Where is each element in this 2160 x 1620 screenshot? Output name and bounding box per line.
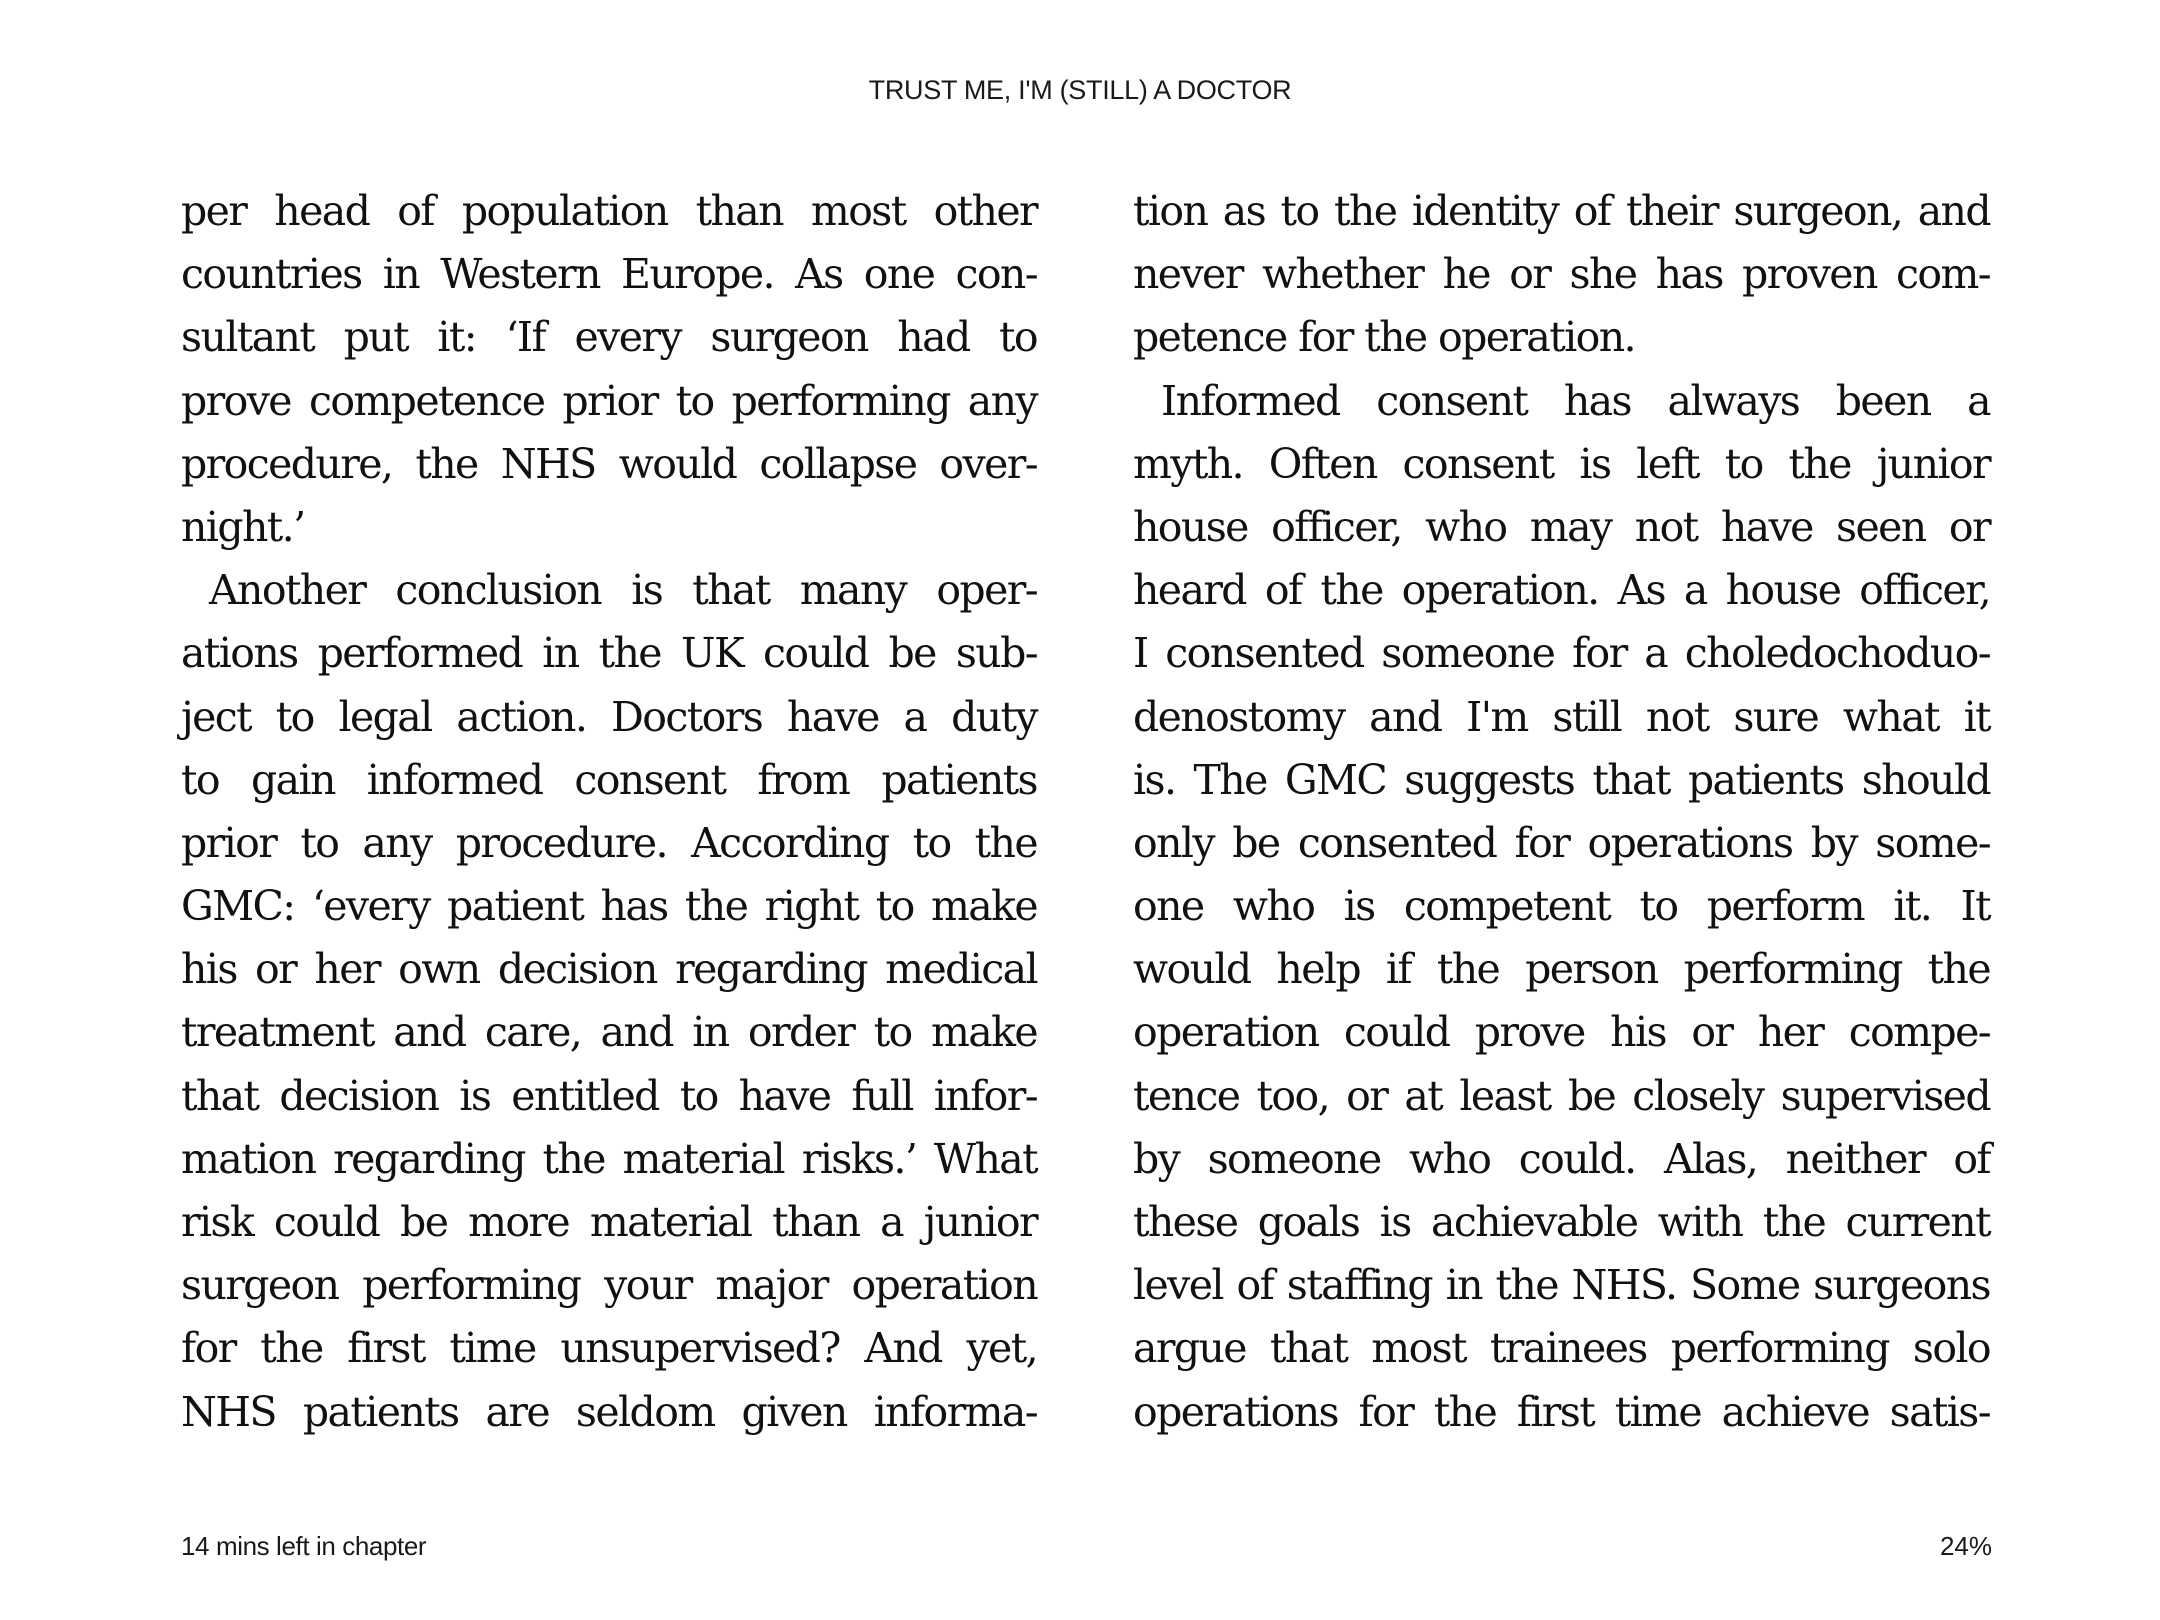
text-line: I consented someone for a choledochoduo- xyxy=(1133,629,1990,678)
text-line: prior to any procedure. According to the xyxy=(181,818,1037,867)
text-line: risk could be more material than a junior xyxy=(181,1198,1037,1246)
text-line: these goals is achievable with the current xyxy=(1133,1198,1990,1246)
text-line: per head of population than most other xyxy=(181,187,1037,235)
text-line: NHS patients are seldom given informa- xyxy=(181,1387,1037,1436)
text-line: one who is competent to perform it. It xyxy=(1133,882,1990,931)
text-line: argue that most trainees performing solo xyxy=(1133,1324,1990,1373)
text-line: sultant put it: ‘If every surgeon had to xyxy=(181,313,1037,362)
text-line: countries in Western Europe. As one con- xyxy=(181,250,1037,299)
text-line: treatment and care, and in order to make xyxy=(181,1008,1037,1057)
text-line: never whether he or she has proven com- xyxy=(1133,250,1990,299)
text-line-paragraph-start: Another conclusion is that many oper- xyxy=(209,566,1037,615)
text-line: his or her own decision regarding medical xyxy=(181,945,1037,994)
text-line: ject to legal action. Doctors have a duty xyxy=(181,692,1037,741)
chapter-time-remaining: 14 mins left in chapter xyxy=(181,1531,427,1561)
text-line: operation could prove his or her compe- xyxy=(1133,1008,1990,1057)
text-line: level of staffing in the NHS. Some surgeons xyxy=(1133,1261,1990,1310)
text-line: tion as to the identity of their surgeon, and xyxy=(1133,187,1990,235)
text-column-right xyxy=(1133,180,1990,1444)
text-line: house officer, who may not have seen or xyxy=(1133,502,1990,551)
text-line: surgeon performing your major operation xyxy=(181,1261,1037,1310)
text-column-left xyxy=(181,180,1037,1444)
text-line: is. The GMC suggests that patients should xyxy=(1133,755,1990,804)
reading-progress-percent: 24% xyxy=(1939,1531,1992,1561)
text-line: procedure, the NHS would collapse over- xyxy=(181,439,1037,488)
text-line: ations performed in the UK could be sub- xyxy=(181,629,1037,678)
text-line: only be consented for operations by some- xyxy=(1133,818,1990,867)
text-line-paragraph-end: petence for the operation. xyxy=(1133,313,1635,362)
text-line: to gain informed consent from patients xyxy=(181,755,1037,804)
text-line-paragraph-end: night.’ xyxy=(181,502,305,551)
text-line: for the first time unsupervised? And yet, xyxy=(181,1324,1037,1373)
text-line: by someone who could. Alas, neither of xyxy=(1133,1134,1990,1183)
text-line: tence too, or at least be closely supervised xyxy=(1133,1071,1990,1120)
text-line: would help if the person performing the xyxy=(1133,945,1990,994)
text-line: heard of the operation. As a house officer, xyxy=(1133,566,1990,615)
text-line: denostomy and I'm still not sure what it xyxy=(1133,692,1990,741)
text-line: mation regarding the material risks.’ What xyxy=(181,1134,1037,1183)
text-line: myth. Often consent is left to the junior xyxy=(1133,439,1990,488)
text-line-paragraph-start: Informed consent has always been a xyxy=(1161,376,1990,425)
text-line: operations for the first time achieve satis- xyxy=(1133,1387,1990,1436)
text-line: that decision is entitled to have full infor- xyxy=(181,1071,1037,1120)
text-line: prove competence prior to performing any xyxy=(181,376,1037,425)
text-line: GMC: ‘every patient has the right to make xyxy=(181,882,1037,931)
running-header-title: TRUST ME, I'M (STILL) A DOCTOR xyxy=(868,75,1292,105)
